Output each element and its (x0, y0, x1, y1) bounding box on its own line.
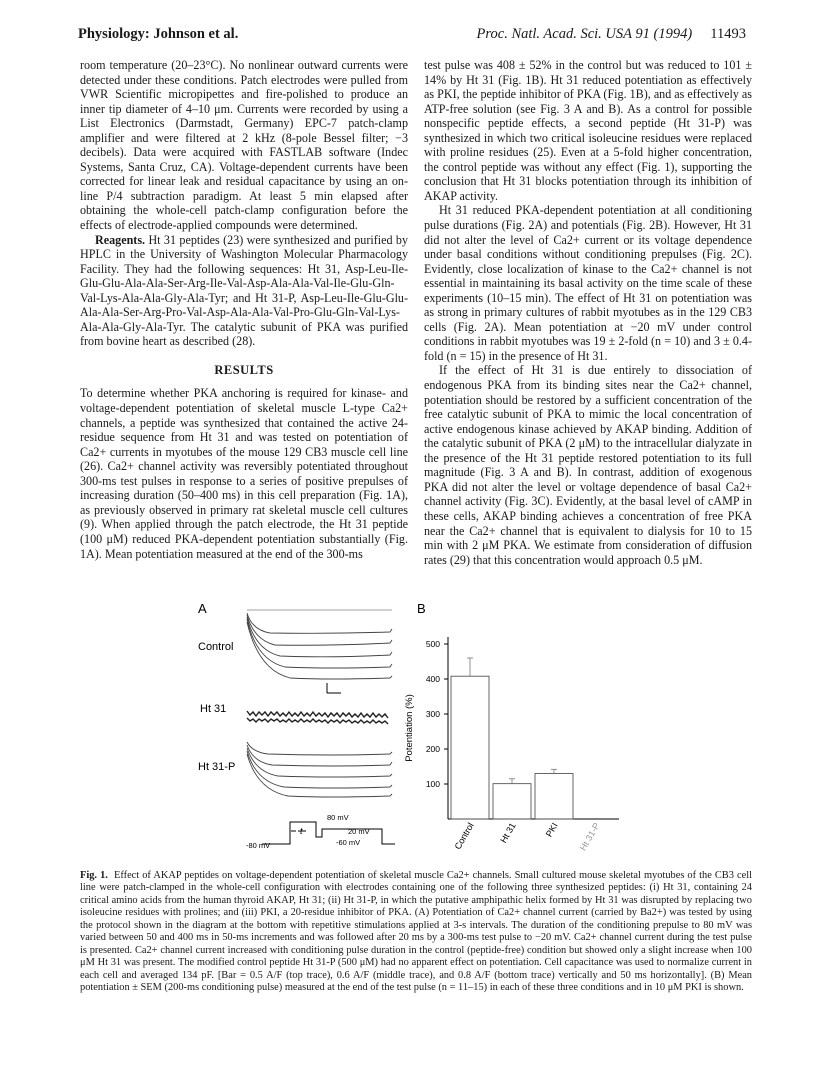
trace-label-control: Control (198, 641, 234, 653)
bar (451, 676, 489, 819)
reagents-lead: Reagents. (95, 232, 146, 247)
results-paragraph-3: Ht 31 reduced PKA-dependent potentiation at all conditioning pulse durations (Fig. 2A) and potentials (Fig. 2B). However, Ht 31 did not alter the level of Ca2+ current or its voltage dependence under basal conditions without conditioning prepulses (Fig. 2C). Evidently, close localization of kinase to the Ca2+ channel is not essential in maintaining its basal activity on the time scale of these experiments (10–15 min). The effect of Ht 31 on potentiation was as strong in primary cultures of rabbit myotubes as in the 129 CB3 cells (Fig. 2A). Mean potentiation at −20 mV under control conditions in rabbit myotubes was 19 ± 2-fold (n = 10) and 3 ± 0.4-fold (n = 15) in the presence of Ht 31. (424, 203, 752, 363)
protocol-80mv-label: 80 mV (327, 813, 349, 822)
category-label: Control (452, 821, 476, 852)
caption-title: Effect of AKAP peptides on voltage-dependent potentiation of skeletal muscle Ca2+ channels. (113, 870, 512, 881)
ht31p-trace (247, 745, 392, 766)
control-trace (247, 613, 392, 633)
control-trace (247, 622, 392, 679)
results-paragraph-2: test pulse was 408 ± 52% in the control but was reduced to 101 ± 14% by Ht 31 (Fig. 1B). Ht 31 reduced potentiation as effectively as PKI, the peptide inhibitor of PKA (Fig. 1B), and as effectively as ATP-free solution (see Fig. 3 A and B). As a control for possible nonspecific peptide effects, a second peptide (Ht 31-P) was synthesized in which two critical isoleucine residues were replaced with proline residues (25). Even at a 5-fold higher concentration, the control peptide was without any effect (Fig. 1), supporting the conclusion that Ht 31 blocks potentiation through its inhibition of AKAP activity. (424, 58, 752, 203)
ht31-trace (247, 718, 388, 724)
trace-label-ht31p: Ht 31-P (198, 761, 236, 773)
category-label: Ht 31 (498, 821, 518, 845)
category-label: Ht 31-P (577, 821, 602, 853)
page-number: 11493 (710, 26, 746, 42)
ht31-traces (247, 711, 388, 724)
reagents-text: Ht 31 peptides (23) were synthesized and purified by HPLC in the University of Washington Molecular Pharmacology Facility. They had the following sequences: Ht 31, Asp-Leu-Ile-Glu-Glu-Ala-Ala-Ser-Arg-Ile-Val-Asp-Ala-Ala-Val-Ile-Glu-Gln-Val-Lys-Ala-Ala-Gly-Ala-Tyr; and Ht 31-P, Asp-Leu-Ile-Glu-Glu-Ala-Ala-Ser-Arg-Pro-Val-Asp-Ala-Ala-Val-Pro-Glu-Gln-Val-Lys-Ala-Ala-Gly-Ala-Tyr. The catalytic subunit of PKA was purified from bovine heart as described (28). (80, 232, 408, 349)
y-axis-label: Potentiation (%) (404, 694, 415, 762)
ht31p-trace (247, 754, 392, 797)
voltage-protocol-diagram (262, 822, 395, 844)
y-tick-label: 300 (425, 709, 440, 719)
ht31p-trace (247, 742, 392, 755)
journal-citation: Proc. Natl. Acad. Sci. USA 91 (1994) (476, 26, 693, 42)
running-head-journal (477, 26, 746, 43)
control-trace (247, 619, 392, 668)
protocol-minus80mv-label: -80 mV (246, 841, 271, 850)
panel-b-label: B (417, 601, 426, 616)
protocol-t-label: t (300, 826, 303, 836)
methods-paragraph: room temperature (20–23°C). No nonlinear outward currents were detected under these conditions. Patch electrodes were pulled from VWR Scientific micropipettes and fire-polished to produce an inner tip diameter of 4–10 μm. Currents were recorded by using a List Electronics (Darmstadt, Germany) EPC-7 patch-clamp amplifier and were filtered at 2 kHz (8-pole Bessel filter; −3 decibels). Data were acquired with FASTLAB software (Indec Systems, Santa Cruz, CA). Voltage-dependent currents have been corrected for linear leak and residual capacitance by using an on-line P/4 subtraction paradigm. At least 5 min elapsed after obtaining the whole-cell patch-clamp configuration before the effects of electrode-applied compounds were determined. (80, 58, 408, 233)
category-label: PKI (543, 821, 560, 839)
running-head-author: Physiology: Johnson et al. (78, 26, 239, 42)
y-tick-label: 400 (425, 674, 440, 684)
ht31p-trace (247, 751, 392, 788)
ht31p-traces (247, 742, 392, 797)
ht31p-trace (247, 748, 392, 777)
section-heading-results: RESULTS (214, 362, 274, 377)
bar (535, 774, 573, 820)
potentiation-bar-chart (404, 637, 619, 852)
panel-a-label: A (198, 601, 207, 616)
y-tick-label: 100 (425, 779, 440, 789)
control-trace (247, 617, 392, 657)
trace-label-ht31: Ht 31 (200, 703, 227, 715)
caption-body: Small cultured mouse skeletal myotubes of the CB3 cell line were patch-clamped in the whole-cell configuration with electrodes containing one of the following three synthesized peptides: (i) Ht 31, containing 24 critical amino acids from the human thyroid AKAP, Ht 31; (ii) Ht 31-P, in which the putative amphipathic helix formed by Ht 31 was disrupted by replacing two isoleucine residues with prolines; and (iii) PKI, a 20-residue inhibitor of PKA. (A) Potentiation of Ca2+ channel current (carried by Ba2+) was tested by using the protocol shown in the diagram at the bottom with repetitive stimulations applied at 3-s intervals. The duration of the conditioning prepulse to 80 mV was varied between 50 and 400 ms in 50-ms increments and was followed after 20 ms by a 300-ms test pulse to −20 mV. Ca2+ channel current during the test pulse is presented. Ca2+ channel current increased with conditioning pulse duration in the control (peptide-free) condition but showed only a slight increase when 100 μM Ht 31 was present. The modified control peptide Ht 31-P (500 μM) had no apparent effect on potentiation. Cell capacitance was used to normalize current in each cell and averaged 134 pF. [Bar = 0.5 A/F (top trace), 0.6 A/F (middle trace), and 0.8 A/F (bottom trace) vertically and 50 ms horizontally]. (B) Mean potentiation ± SEM (200-ms conditioning pulse) measured at the end of the test pulse (n = 11–15) in each of these three conditions and in 10 μM PKI is shown. (80, 870, 752, 994)
left-column (80, 58, 408, 561)
y-tick-label: 500 (425, 639, 440, 649)
control-traces (247, 610, 392, 679)
results-paragraph-1: To determine whether PKA anchoring is required for kinase- and voltage-dependent potentiation of skeletal muscle L-type Ca2+ channels, a peptide was synthesized that contained the active 24-residue sequence from Ht 31 and was tested on potentiation of Ca2+ currents in myotubes of the mouse 129 CB3 muscle cell line (26). Ca2+ channel activity was reversibly potentiated throughout 300-ms test pulses in response to a series of positive prepulses of increasing duration (50–400 ms) in this cell preparation (Fig. 1A), as previously observed in primary rat skeletal muscle cell cultures (9). When applied through the patch electrode, the Ht 31 peptide (100 μM) reduced PKA-dependent potentiation substantially (Fig. 1A). Mean potentiation measured at the end of the 300-ms (80, 386, 408, 561)
y-tick-label: 200 (425, 744, 440, 754)
right-column (424, 58, 752, 567)
current-scale-bar (327, 683, 341, 693)
ht31-trace (247, 711, 388, 718)
figure-caption (80, 870, 752, 995)
protocol-minus60mv-label: -60 mV (336, 838, 361, 847)
control-trace (247, 615, 392, 645)
reagents-paragraph (80, 233, 408, 349)
bar (493, 784, 531, 819)
caption-lead: Fig. 1. (80, 870, 108, 881)
protocol-20mv-label: 20 mV (348, 827, 370, 836)
page-header (78, 26, 746, 46)
results-paragraph-4: If the effect of Ht 31 is due entirely to dissociation of endogenous PKA from its binding sites near the Ca2+ channel, potentiation should be restored by a sufficient concentration of the free catalytic subunit of PKA to mimic the local concentration of active endogenous kinase achieved by AKAP binding. Addition of the catalytic subunit of PKA (2 μM) to the intracellular dialyzate in the presence of the Ht 31 peptide restored potentiation to its full magnitude (Fig. 3 A and B). In contrast, addition of exogenous PKA did not alter the level or voltage dependence of basal Ca2+ channel activity (Fig. 3C). Evidently, at the basal level of cAMP in these cells, AKAP binding achieves a concentration of free PKA near the Ca2+ channel that is equivalent to dialysis for 10 to 15 min with 2 μM PKA. We estimate from consideration of diffusion rates (29) that this concentration would approach 0.5 μM. (424, 363, 752, 567)
